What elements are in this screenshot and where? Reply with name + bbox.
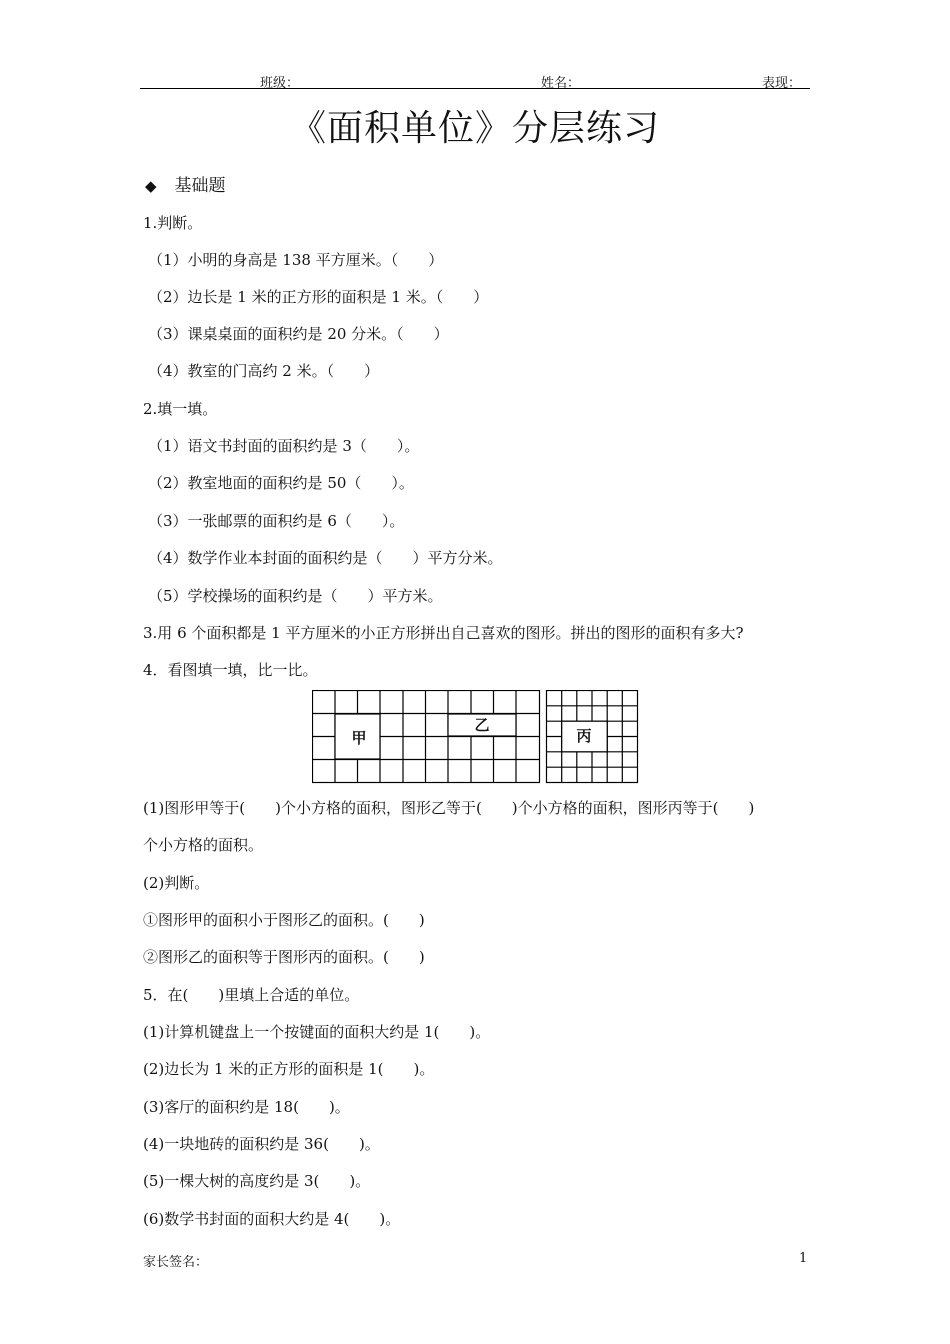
grid-figure [312,690,640,785]
q5-item: (3)客厅的面积约是 18( )。 [143,1098,350,1116]
q2-item: （5）学校操场的面积约是（ ）平方米。 [148,587,443,605]
q4-part2-heading: (2)判断。 [143,874,210,892]
q2-item: （1）语文书封面的面积约是 3（ ）。 [148,437,420,455]
parent-signature-label: 家长签名： [143,1255,209,1270]
section-label: 基础题 [174,176,226,196]
q1-heading: 1.判断。 [143,214,203,232]
q4-part2-item: ①图形甲的面积小于图形乙的面积。( ) [143,911,425,929]
label-yi: 乙 [472,715,492,735]
q1-item: （1）小明的身高是 138 平方厘米。（ ） [148,251,444,269]
q1-item: （4）教室的门高约 2 米。（ ） [148,362,380,380]
q2-heading: 2.填一填。 [143,400,218,418]
q5-item: (4)一块地砖的面积约是 36( )。 [143,1135,380,1153]
q5-item: (6)数学书封面的面积大约是 4( )。 [143,1210,401,1228]
q2-item: （2）教室地面的面积约是 50（ ）。 [148,474,414,492]
class-label: 班级： [260,76,300,91]
q4-part2-item: ②图形乙的面积等于图形丙的面积。( ) [143,948,425,966]
section-heading [145,171,226,196]
q4-part1-line2: 个小方格的面积。 [143,836,264,854]
label-jia: 甲 [349,728,369,748]
q5-item: (1)计算机键盘上一个按键面的面积大约是 1( )。 [143,1023,491,1041]
q5-heading: 5．在( )里填上合适的单位。 [143,986,360,1004]
q3-text: 3.用 6 个面积都是 1 平方厘米的小正方形拼出自己喜欢的图形。拼出的图形的面积有多大? [143,624,744,642]
q1-item: （2）边长是 1 米的正方形的面积是 1 米。（ ） [148,288,489,306]
page-title: 《面积单位》分层练习 [289,108,660,149]
q2-item: （3）一张邮票的面积约是 6（ ）。 [148,512,405,530]
q2-item: （4）数学作业本封面的面积约是（ ）平方分米。 [148,549,503,567]
q5-item: (5)一棵大树的高度约是 3( )。 [143,1172,371,1190]
q1-item: （3）课桌桌面的面积约是 20 分米。（ ） [148,325,449,343]
name-label: 姓名： [541,76,581,91]
q4-part1-line1: (1)图形甲等于( )个小方格的面积，图形乙等于( )个小方格的面积，图形丙等于( ) [143,799,755,817]
label-bing: 丙 [574,726,594,746]
performance-label: 表现： [762,76,802,91]
page-number: 1 [799,1251,808,1266]
q5-item: (2)边长为 1 米的正方形的面积是 1( )。 [143,1060,435,1078]
diamond-icon: ◆ [145,177,157,195]
q4-heading: 4．看图填一填，比一比。 [143,661,318,679]
header-divider [140,88,810,89]
